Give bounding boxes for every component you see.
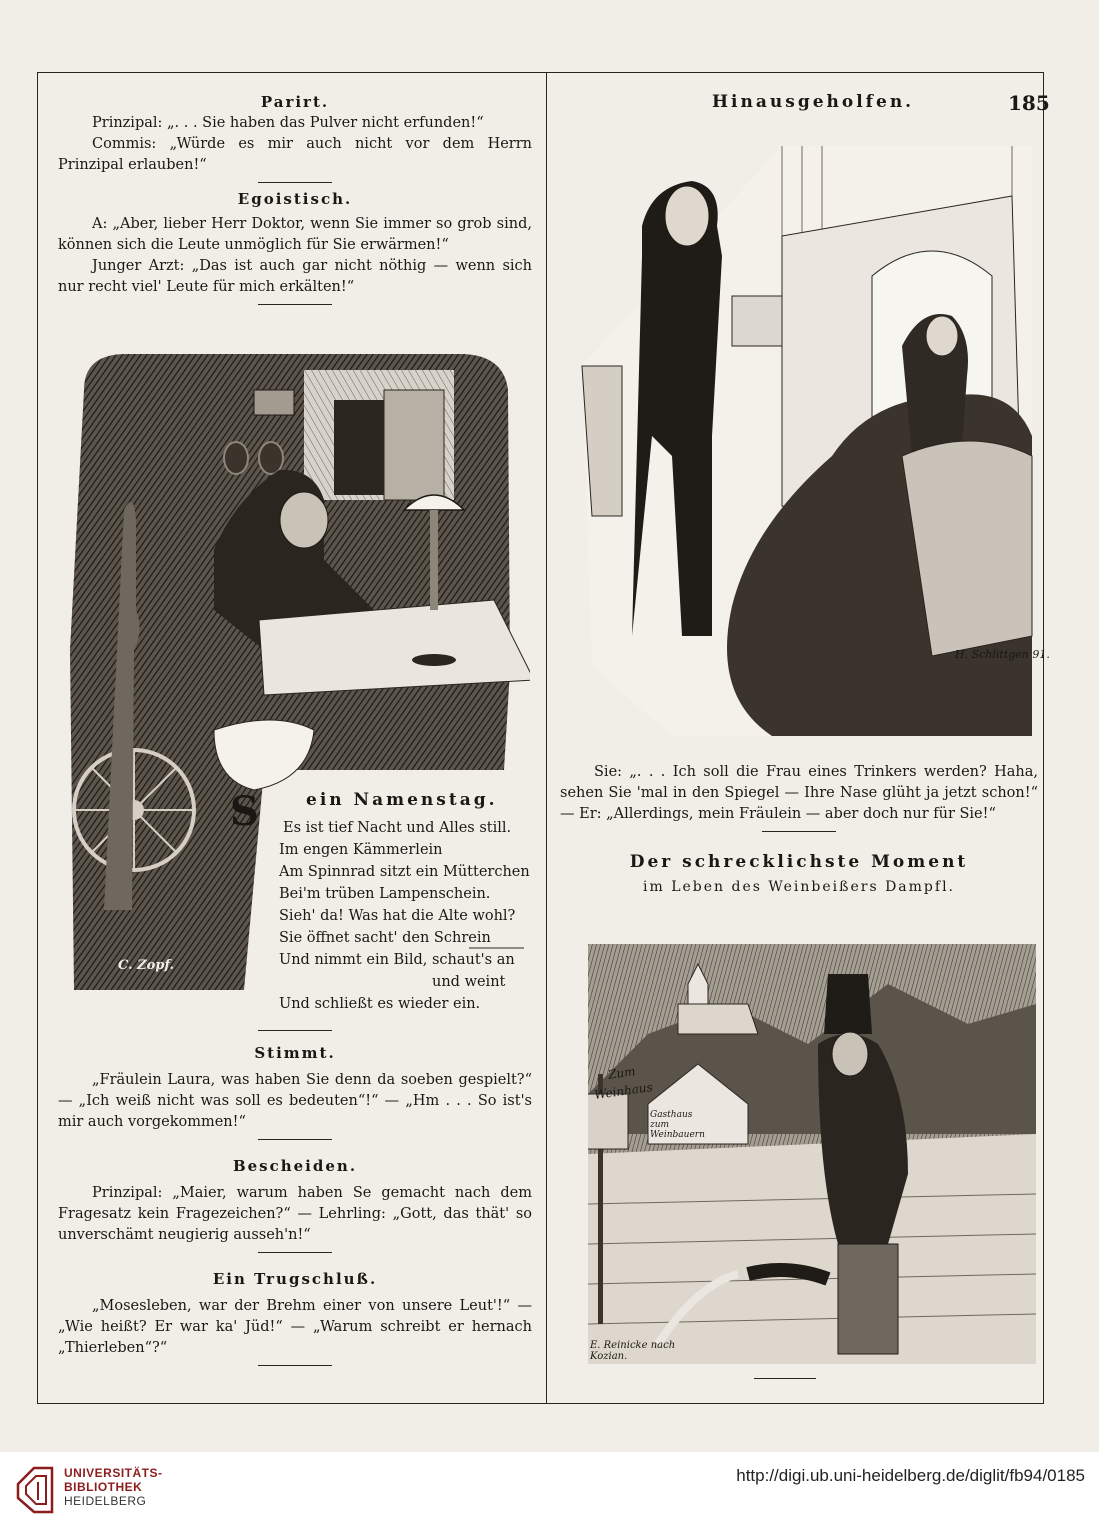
wall-picture (254, 390, 294, 415)
cartoon1-caption: Sie: „. . . Ich soll die Frau eines Trinkers werden? Haha, sehen Sie 'mal in den Spiegel — Ihre Nase glüht ja jetzt schon!“ — Er: „Allerdings, mein Fräulein — aber doch nur für Sie!“ (560, 764, 1038, 822)
poem-line-3: Am Spinnrad sitzt ein Mütterchen (279, 864, 530, 880)
heading-trugschluss: Ein Trugschluß. (212, 1270, 378, 1288)
top-hat (824, 974, 872, 1034)
section-right-text (560, 762, 1038, 898)
poem-line-8: und weint (432, 974, 506, 990)
house-sign: Gasthaus zum Weinbauern (650, 1110, 705, 1140)
poem-line-6: Sie öffnet sacht' den Schrein (279, 930, 491, 946)
divider (258, 1365, 332, 1366)
heading-parirt: Parirt. (260, 93, 330, 111)
egoistisch-line2: Junger Arzt: „Das ist auch gar nicht nöthig — wenn sich nur recht viel' Leute für mich erkälten!“ (58, 258, 532, 295)
library-line-2: BIBLIOTHEK (64, 1480, 143, 1494)
egoistisch-line1: A: „Aber, lieber Herr Doktor, wenn Sie immer so grob sind, können sich die Leute unmöglich für Sie erwärmen!“ (58, 216, 532, 253)
cartoon2-subtitle: im Leben des Weinbeißers Dampfl. (642, 879, 955, 895)
sign-weinhaus: Weinhaus (593, 1079, 654, 1103)
library-name (64, 1466, 163, 1508)
poem-line-2: Im engen Kämmerlein (279, 842, 443, 858)
source-url-link[interactable]: http://digi.ub.uni-heidelberg.de/diglit/fb94/0185 (736, 1466, 1085, 1485)
poem-line-7: Und nimmt ein Bild, schaut's an (279, 952, 515, 968)
library-logo-icon (12, 1462, 58, 1520)
divider (258, 1139, 332, 1140)
heading-bescheiden: Bescheiden. (232, 1157, 358, 1175)
cartoon2-title: Der schrecklichste Moment (629, 852, 969, 872)
running-head: Hinausgeholfen. (712, 92, 915, 112)
divider (762, 831, 836, 832)
divider (258, 1252, 332, 1253)
heading-stimmt: Stimmt. (254, 1044, 336, 1062)
section-parirt (58, 92, 532, 311)
column-divider (546, 72, 547, 1404)
stimmt-text: „Fräulein Laura, was haben Sie denn da soeben gespielt?“ — „Ich weiß nicht was soll es bedeuten“!“ — „Hm . . . So ist's mir auch vorgekommen!“ (58, 1072, 532, 1130)
divider (754, 1378, 816, 1379)
flood-water (588, 1134, 1036, 1364)
divider (258, 182, 332, 183)
divider (258, 304, 332, 305)
poem-line-5: Sieh' da! Was hat die Alte wohl? (279, 908, 516, 924)
bescheiden-text: Prinzipal: „Maier, warum haben Se gemacht nach dem Fragesatz kein Fragezeichen?“ — Lehrling: „Gott, das thät' so unverschämt neugierig ausseh'n!“ (58, 1185, 532, 1243)
heading-egoistisch: Egoistisch. (237, 190, 353, 208)
section-lower-left (58, 1024, 532, 1372)
poem-initial: S (230, 788, 262, 835)
page-number: 185 (1008, 91, 1050, 115)
footer-bar (0, 1452, 1099, 1532)
signpost (588, 1094, 628, 1149)
library-line-3: HEIDELBERG (64, 1494, 147, 1508)
signature-zopf: C. Zopf. (118, 958, 175, 973)
post (838, 1244, 898, 1354)
divider (258, 1030, 332, 1031)
poem-line-9: Und schließt es wieder ein. (279, 996, 481, 1012)
parirt-line2: Commis: „Würde es mir auch nicht vor dem Herrn Prinzipal erlauben!“ (58, 136, 532, 173)
signature-schlittgen: H. Schlittgen 91. (955, 648, 1050, 661)
poem-line-4: Bei'm trüben Lampenschein. (279, 886, 491, 902)
poem-line-1: Es ist tief Nacht und Alles still. (283, 820, 512, 836)
poem-title: ein Namenstag. (300, 790, 504, 810)
signature-reinicke: E. Reinicke nach Kozian. (590, 1340, 676, 1362)
sign-zum: Zum (607, 1064, 637, 1082)
library-line-1: UNIVERSITÄTS- (64, 1466, 163, 1480)
parirt-line1: Prinzipal: „. . . Sie haben das Pulver nicht erfunden!“ (92, 115, 484, 131)
trugschluss-text: „Mosesleben, war der Brehm einer von unsere Leut'!“ — „Wie heißt? Er war ka' Jüd!“ — „Warum schreibt er hernach „Thierleben“?“ (58, 1298, 532, 1356)
illustration-weinbeisser (588, 944, 1036, 1364)
